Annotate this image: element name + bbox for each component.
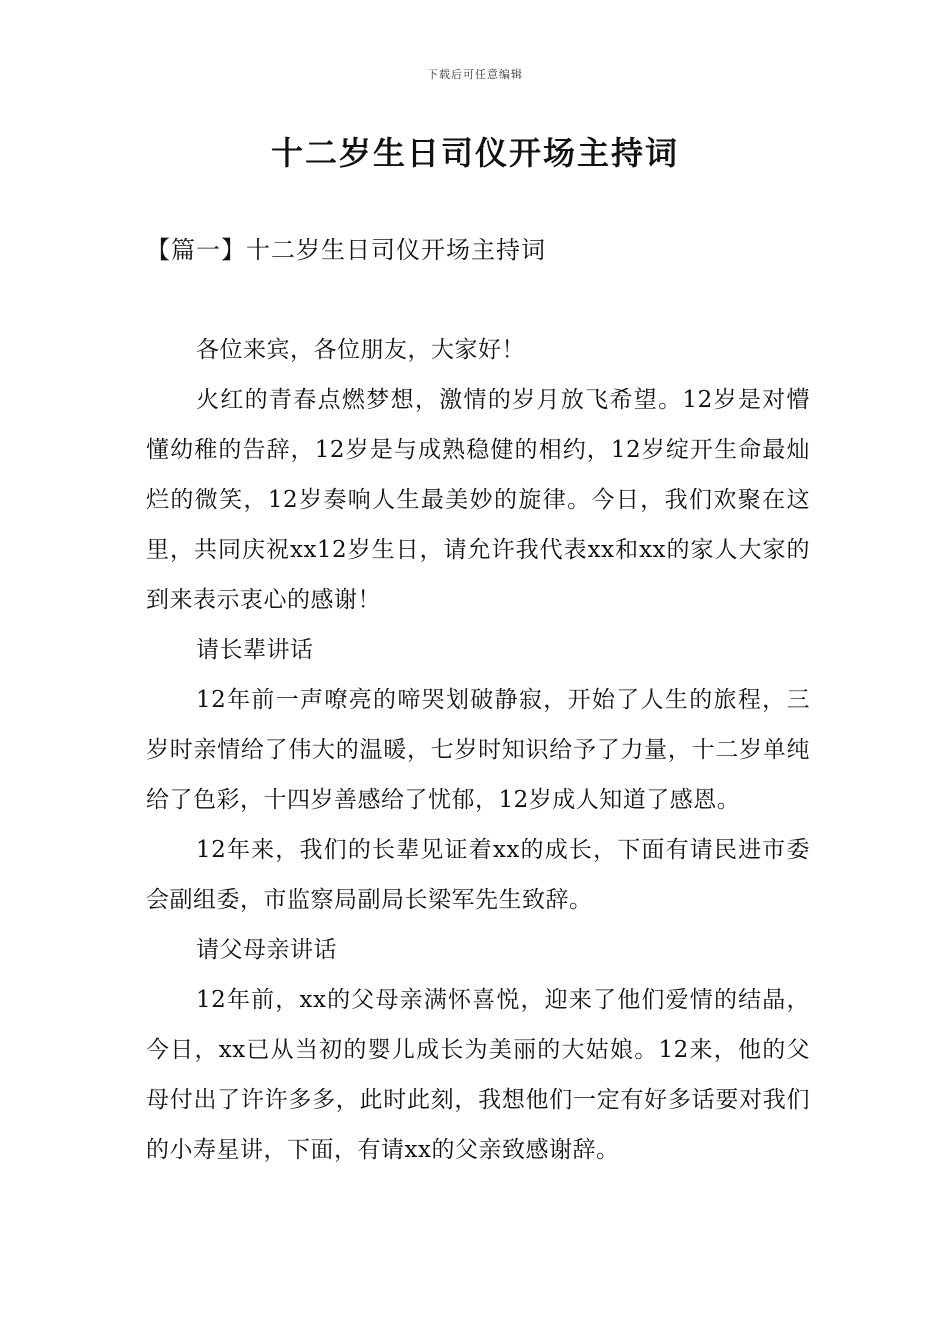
paragraph-opening: 火红的青春点燃梦想，激情的岁月放飞希望。12岁是对懵懂幼稚的告辞，12岁是与成熟稳健的相约，12岁绽开生命最灿烂的微笑，12岁奏响人生最美妙的旋律。今日，我们欢聚在这里，共同庆祝xx12岁生日，请允许我代表xx和xx的家人大家的到来表示衷心的感谢！ (146, 387, 810, 613)
paragraph-elder-intro: 12年来，我们的长辈见证着xx的成长，下面有请民进市委会副组委，市监察局副局长梁军先生致辞。 (146, 837, 810, 913)
paragraph-twelve-years: 12年前一声嘹亮的啼哭划破静寂，开始了人生的旅程，三岁时亲情给了伟大的温暖，七岁时知识给予了力量，十二岁单纯给了色彩，十四岁善感给了忧郁，12岁成人知道了感恩。 (146, 687, 810, 813)
paragraph-elder-speech-cue: 请长辈讲话 (196, 637, 314, 663)
header-note: 下载后可任意编辑 (427, 68, 523, 81)
paragraph-greeting: 各位来宾，各位朋友，大家好！ (196, 337, 525, 363)
document-body (146, 325, 810, 1175)
section-title: 【篇一】十二岁生日司仪开场主持词 (146, 236, 546, 264)
paragraph-parents-speech-cue: 请父母亲讲话 (196, 937, 337, 963)
document-title: 十二岁生日司仪开场主持词 (270, 134, 679, 172)
paragraph-parents-intro: 12年前，xx的父母亲满怀喜悦，迎来了他们爱情的结晶，今日，xx已从当初的婴儿成长为美丽的大姑娘。12来，他的父母付出了许许多多，此时此刻，我想他们一定有好多话要对我们的小寿星讲，下面，有请xx的父亲致感谢辞。 (146, 987, 810, 1163)
